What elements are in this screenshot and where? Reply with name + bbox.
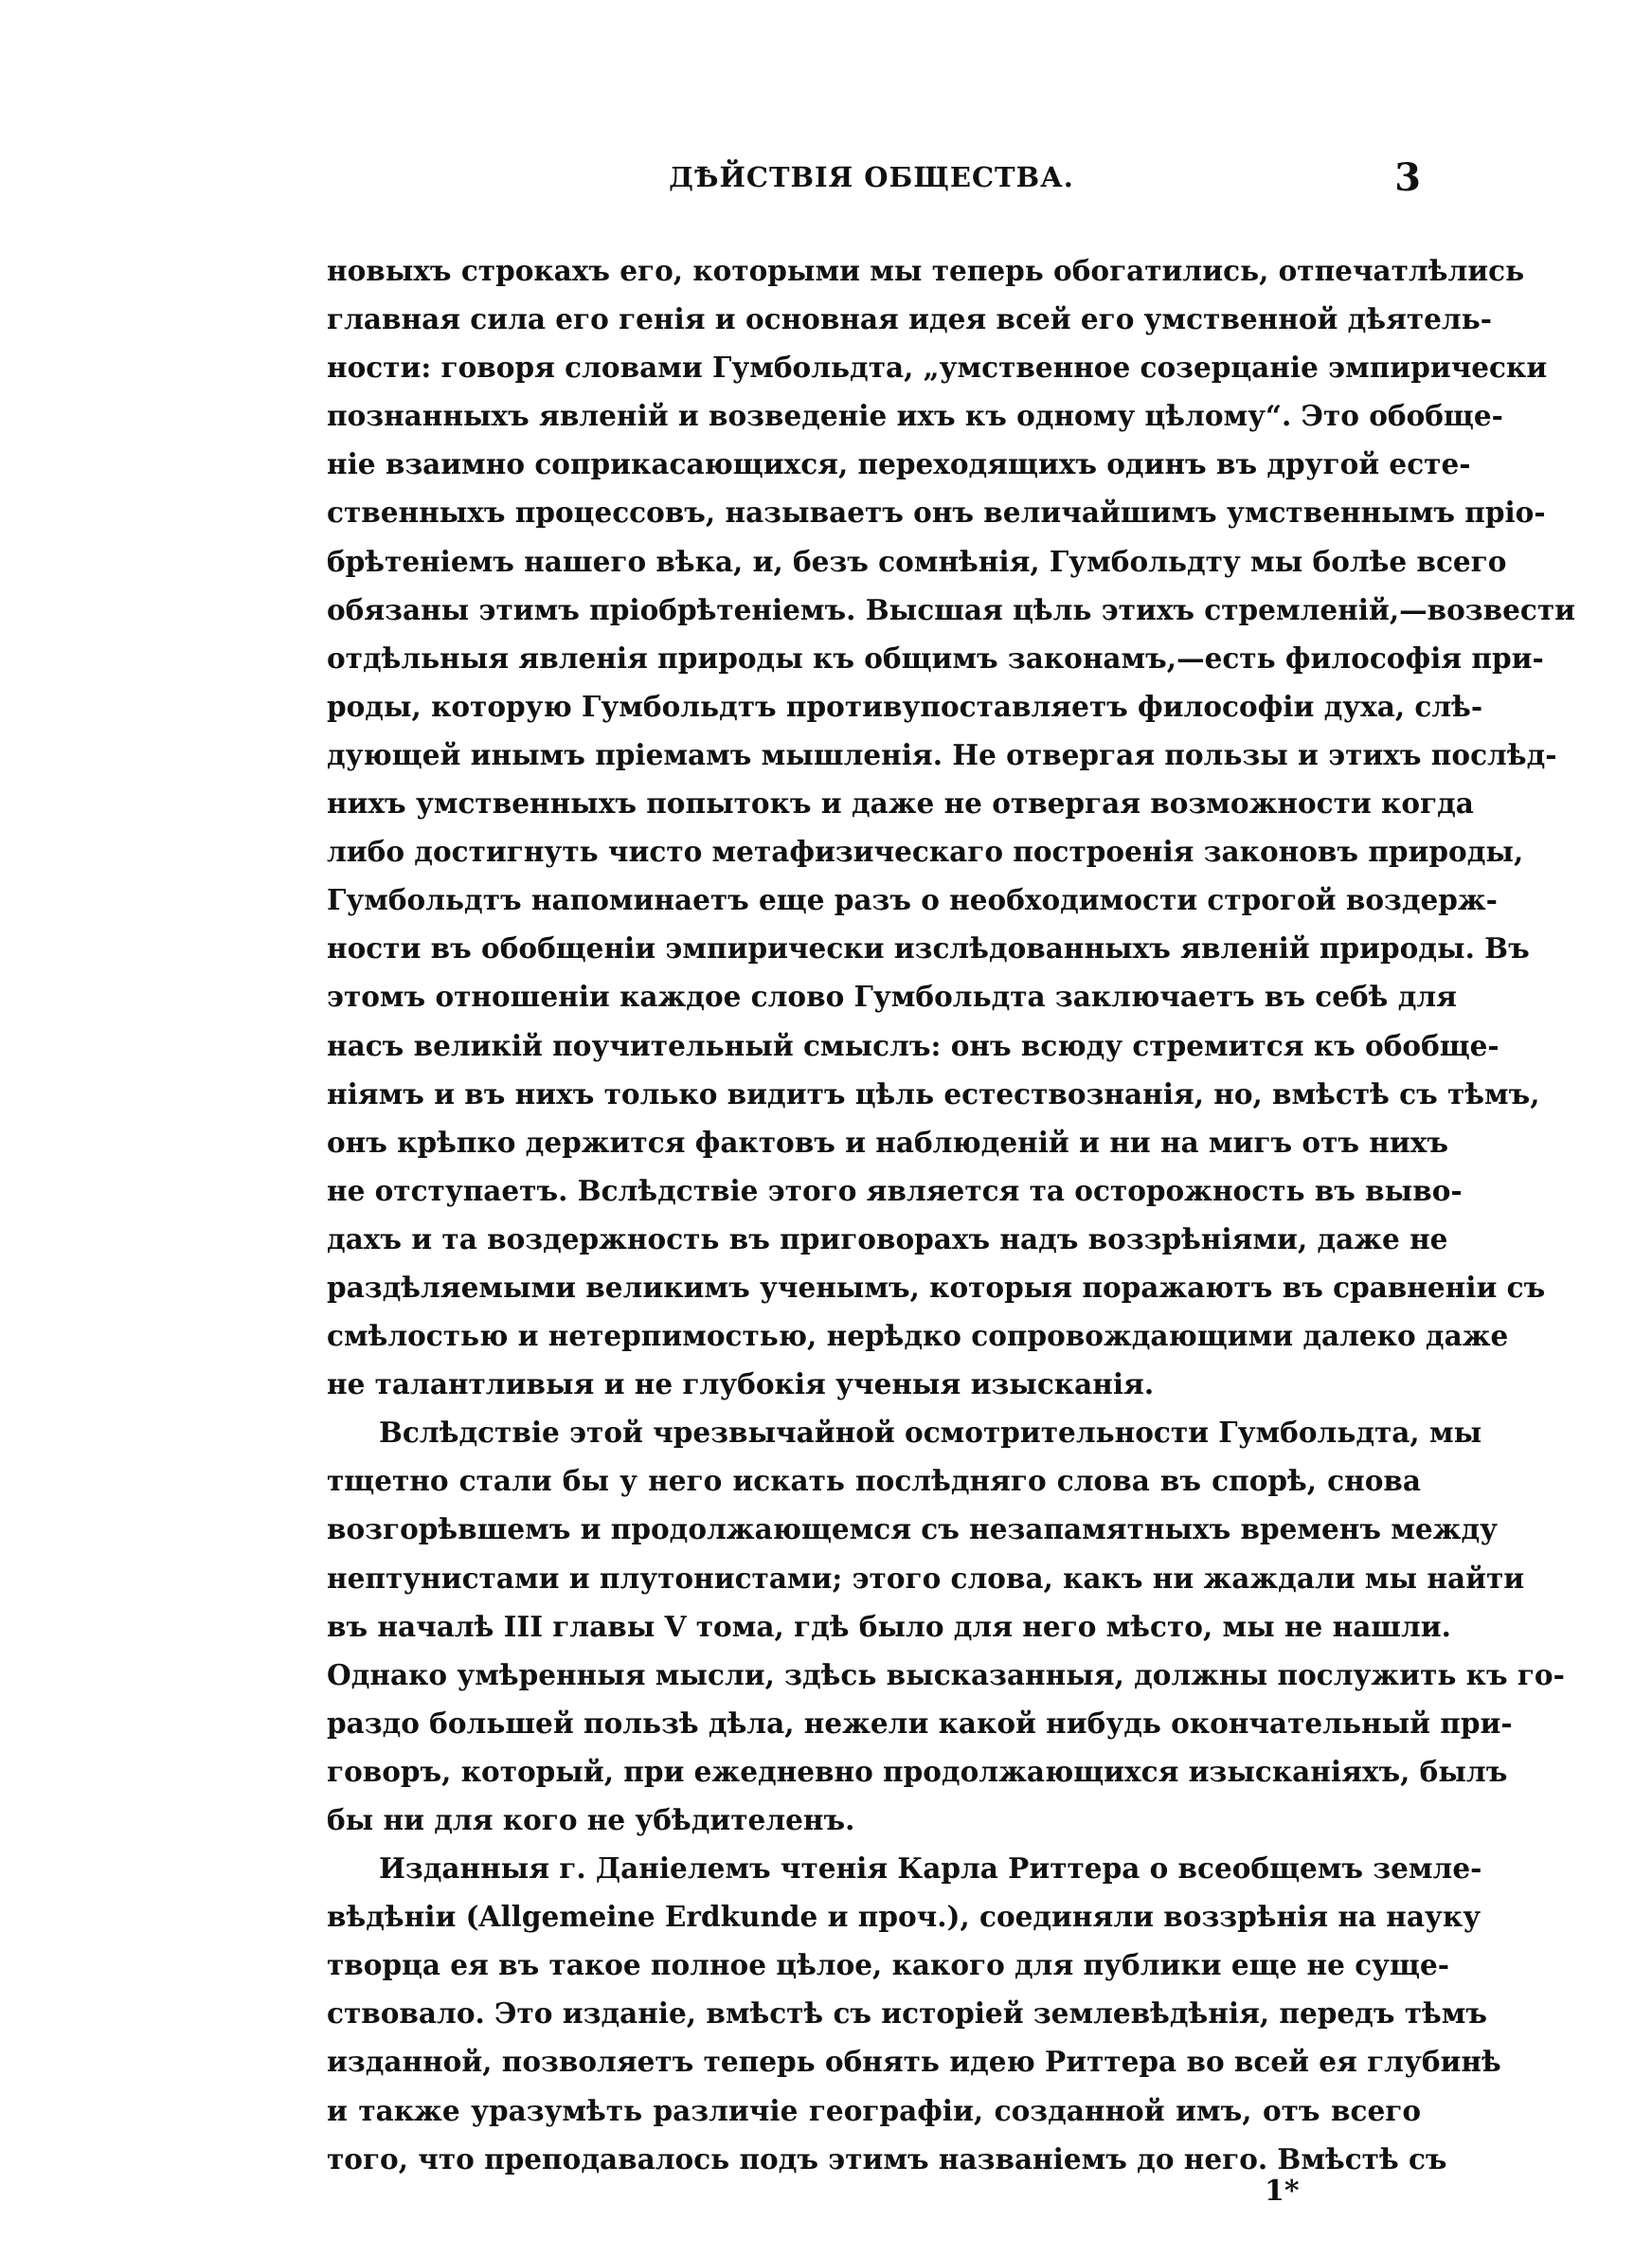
text-line: творца ея въ такое полное цѣлое, какого для публики еще не суще- bbox=[327, 1948, 1449, 1982]
text-line: говоръ, который, при ежедневно продолжающихся изысканіяхъ, былъ bbox=[327, 1754, 1508, 1788]
text-line: бы ни для кого не убѣдителенъ. bbox=[327, 1803, 855, 1836]
text-line: онъ крѣпко держится фактовъ и наблюденій и ни на мигъ отъ нихъ bbox=[327, 1125, 1448, 1159]
text-line: этомъ отношеніи каждое слово Гумбольдта заключаетъ въ себѣ для bbox=[327, 980, 1457, 1014]
text-line: дующей инымъ пріемамъ мышленія. Не отвергая пользы и этихъ послѣд- bbox=[327, 737, 1557, 771]
text-line: познанныхъ явленій и возведеніе ихъ къ одному цѣлому“. Это обобще- bbox=[327, 399, 1503, 433]
text-line: нептунистами и плутонистами; этого слова, какъ ни жаждали мы найти bbox=[327, 1561, 1525, 1595]
text-line: ствовало. Это изданіе, вмѣстѣ съ исторіей землевѣдѣнія, передъ тѣмъ bbox=[327, 1996, 1488, 2031]
text-line: возгорѣвшемъ и продолжающемся съ незапамятныхъ временъ между bbox=[327, 1512, 1499, 1546]
text-line: не талантливыя и не глубокія ученыя изысканія. bbox=[327, 1367, 1155, 1401]
text-line: смѣлостью и нетерпимостью, нерѣдко сопровождающими далеко даже bbox=[327, 1319, 1509, 1353]
text-line: нихъ умственныхъ попытокъ и даже не отвергая возможности когда bbox=[327, 786, 1474, 821]
text-line: изданной, позволяетъ теперь обнять идею Риттера во всей ея глубинѣ bbox=[327, 2045, 1501, 2079]
paragraph bbox=[327, 1844, 1501, 2183]
text-line: либо достигнуть чисто метафизическаго построенія законовъ природы, bbox=[327, 835, 1524, 869]
text-line: ніямъ и въ нихъ только видитъ цѣль естествознанія, но, вмѣстѣ съ тѣмъ, bbox=[327, 1076, 1540, 1110]
running-title: ДѢЙСТВІЯ ОБЩЕСТВА. bbox=[669, 161, 1074, 193]
text-line: Однако умѣренныя мысли, здѣсь высказанныя, должны послужить къ го- bbox=[327, 1657, 1565, 1691]
text-line: тщетно стали бы у него искать послѣдняго слова въ спорѣ, снова bbox=[327, 1464, 1421, 1498]
text-line: не отступаетъ. Вслѣдствіе этого является та осторожность въ выво- bbox=[327, 1173, 1463, 1207]
text-line: раздѣляемыми великимъ ученымъ, которыя поражаютъ въ сравненіи съ bbox=[327, 1270, 1546, 1304]
text-line: ственныхъ процессовъ, называетъ онъ величайшимъ умственнымъ пріо- bbox=[327, 496, 1546, 530]
text-line: роды, которую Гумбольдтъ противупоставляетъ философіи духа, слѣ- bbox=[327, 689, 1483, 723]
text-line: того, что преподавалось подъ этимъ названіемъ до него. Вмѣстѣ съ bbox=[327, 2141, 1447, 2176]
paragraph bbox=[327, 246, 1575, 1408]
text-line: отдѣльныя явленія природы къ общимъ законамъ,—есть философія при- bbox=[327, 641, 1544, 675]
text-line: дахъ и та воздержность въ приговорахъ надъ воззрѣніями, даже не bbox=[327, 1221, 1448, 1255]
text-line: Изданныя г. Даніелемъ чтенія Карла Риттера о всеобщемъ земле- bbox=[379, 1851, 1482, 1886]
text-line: вѣдѣніи (Allgemeine Erdkunde и проч.), соединяли воззрѣнія на науку bbox=[327, 1900, 1481, 1934]
text-line: новыхъ строкахъ его, которыми мы теперь обогатились, отпечатлѣлись bbox=[327, 254, 1525, 287]
text-line: брѣтеніемъ нашего вѣка, и, безъ сомнѣнія, Гумбольдту мы болѣе всего bbox=[327, 544, 1507, 578]
text-line: раздо большей пользѣ дѣла, нежели какой нибудь окончательный при- bbox=[327, 1706, 1513, 1740]
page-number: 3 bbox=[1394, 155, 1421, 200]
signature-mark: 1* bbox=[1265, 2175, 1300, 2208]
text-line: Гумбольдтъ напоминаетъ еще разъ о необходимости строгой воздерж- bbox=[327, 883, 1498, 917]
text-line: насъ великій поучительный смыслъ: онъ всюду стремится къ обобще- bbox=[327, 1028, 1499, 1062]
text-line: обязаны этимъ пріобрѣтеніемъ. Высшая цѣль этихъ стремленій,—возвести bbox=[327, 592, 1575, 626]
running-header bbox=[322, 155, 1421, 208]
text-line: и также уразумѣть различіе географіи, созданной имъ, отъ всего bbox=[327, 2093, 1421, 2127]
text-line: въ началѣ III главы V тома, гдѣ было для него мѣсто, мы не нашли. bbox=[327, 1609, 1451, 1643]
text-line: главная сила его генія и основная идея всей его умственной дѣятель- bbox=[327, 302, 1492, 336]
text-line: ніе взаимно соприкасающихся, переходящихъ одинъ въ другой есте- bbox=[327, 447, 1471, 481]
text-line: ности: говоря словами Гумбольдта, „умственное созерцаніе эмпирически bbox=[327, 351, 1548, 385]
text-line: Вслѣдствіе этой чрезвычайной осмотрительности Гумбольдта, мы bbox=[379, 1416, 1482, 1450]
body-text bbox=[327, 246, 1575, 2183]
paragraph bbox=[327, 1408, 1565, 1844]
text-line: ности въ обобщеніи эмпирически изслѣдованныхъ явленій природы. Въ bbox=[327, 931, 1530, 966]
